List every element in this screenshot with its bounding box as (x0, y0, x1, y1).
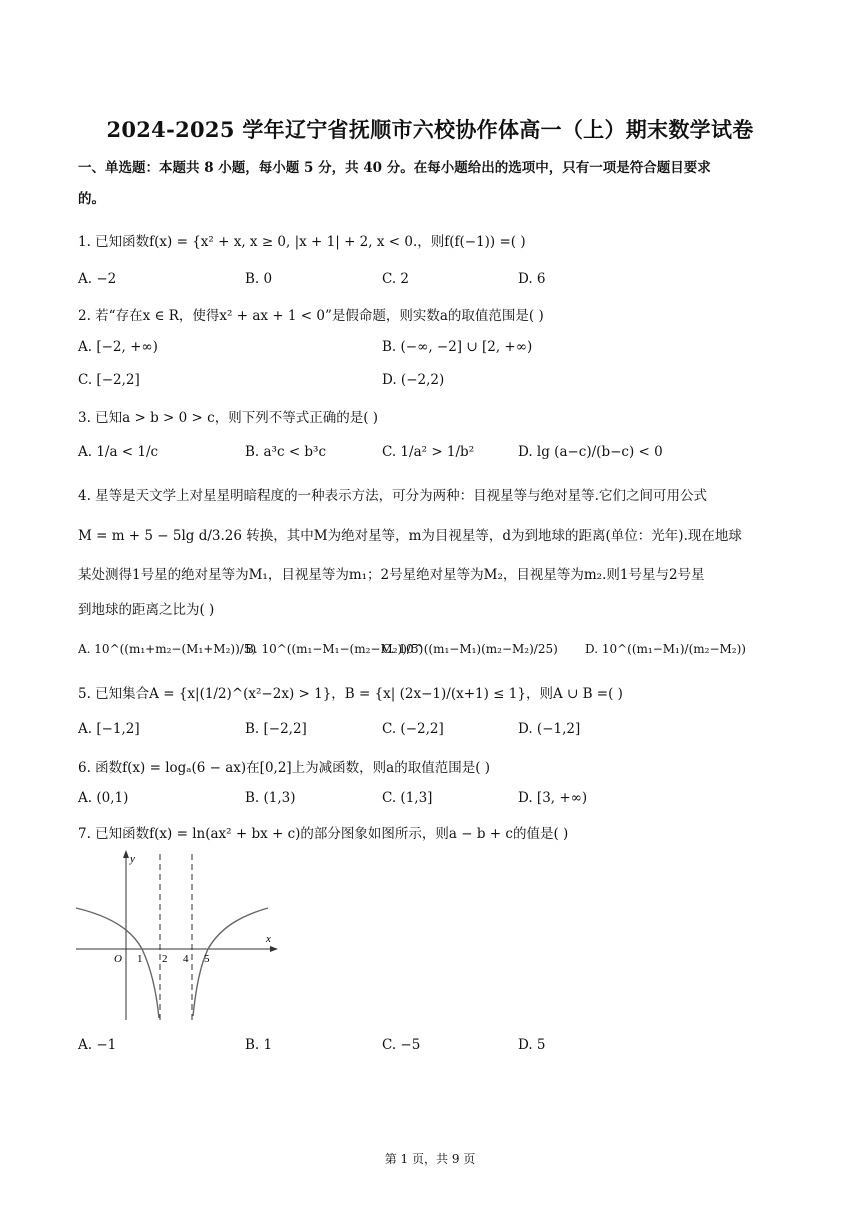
question-3-option-d: D. lg (a−c)/(b−c) < 0 (518, 444, 663, 460)
question-3-option-c: C. 1/a² > 1/b² (382, 444, 475, 460)
question-7-option-a: A. −1 (78, 1037, 117, 1053)
question-1-stem: 1. 已知函数f(x) = {x² + x, x ≥ 0, |x + 1| + 2, x < 0.，则f(f(−1)) =( ) (78, 234, 526, 250)
y-axis-arrow (123, 850, 129, 858)
question-6-option-d: D. [3, +∞) (518, 790, 588, 806)
tick-label-5: 5 (204, 953, 210, 965)
question-3-stem: 3. 已知a > b > 0 > c，则下列不等式正确的是( ) (78, 410, 379, 426)
y-axis-label: y (130, 853, 135, 865)
question-4-option-a: A. 10^((m₁+m₂−(M₁+M₂))/5) (78, 642, 257, 656)
question-4-option-c: C. 10^((m₁−M₁)(m₂−M₂)/25) (382, 642, 558, 656)
page-title: 2024-2025 学年辽宁省抚顺市六校协作体高一（上）期末数学试卷 (106, 117, 754, 142)
question-3-option-a: A. 1/a < 1/c (78, 444, 159, 460)
question-1-option-a: A. −2 (78, 271, 117, 287)
question-4-stem-line2: M = m + 5 − 5lg d/3.26 转换，其中M为绝对星等，m为目视星等，d为到地球的距离(单位：光年).现在地球 (78, 528, 742, 544)
x-axis-arrow (270, 946, 278, 952)
question-7-option-d: D. 5 (518, 1037, 546, 1053)
question-7-option-c: C. −5 (382, 1037, 421, 1053)
question-6-stem: 6. 函数f(x) = logₐ(6 − ax)在[0,2]上为减函数，则a的取值范围是( ) (78, 760, 491, 776)
x-axis-label: x (266, 933, 271, 945)
question-2-option-a: A. [−2, +∞) (78, 339, 158, 355)
question-5-option-c: C. (−2,2] (382, 721, 444, 737)
origin-label: O (114, 953, 122, 965)
question-5-option-d: D. (−1,2] (518, 721, 581, 737)
question-4-stem-line1: 4. 星等是天文学上对星星明暗程度的一种表示方法，可分为两种：目视星等与绝对星等.它们之间可用公式 (78, 488, 707, 504)
question-2-option-d: D. (−2,2) (382, 372, 445, 388)
question-1-option-b: B. 0 (245, 271, 273, 287)
question-5-option-a: A. [−1,2] (78, 721, 140, 737)
question-5-option-b: B. [−2,2] (245, 721, 307, 737)
section-heading-line2: 的。 (78, 191, 105, 207)
question-2-option-c: C. [−2,2] (78, 372, 140, 388)
question-4-option-b: B. 10^((m₁−M₁−(m₂−M₂))/5) (245, 642, 424, 656)
page-footer: 第 1 页，共 9 页 (384, 1152, 476, 1166)
question-6-option-b: B. (1,3) (245, 790, 296, 806)
question-4-stem-line3: 某处测得1号星的绝对星等为M₁，目视星等为m₁；2号星绝对星等为M₂，目视星等为m₂.则1号星与2号星 (78, 567, 705, 583)
section-heading-line1: 一、单选题：本题共 8 小题，每小题 5 分，共 40 分。在每小题给出的选项中，只有一项是符合题目要求 (78, 160, 711, 176)
tick-label-1: 1 (137, 953, 143, 965)
question-7-option-b: B. 1 (245, 1037, 273, 1053)
question-3-option-b: B. a³c < b³c (245, 444, 327, 460)
question-4-stem-line4: 到地球的距离之比为( ) (78, 602, 215, 618)
question-5-stem: 5. 已知集合A = {x|(1/2)^(x²−2x) > 1}，B = {x| (2x−1)/(x+1) ≤ 1}，则A ∪ B =( ) (78, 686, 623, 702)
question-7-stem: 7. 已知函数f(x) = ln(ax² + bx + c)的部分图象如图所示，则a − b + c的值是( ) (78, 826, 569, 842)
tick-label-4: 4 (183, 953, 189, 965)
question-1-option-d: D. 6 (518, 271, 546, 287)
question-4-option-d: D. 10^((m₁−M₁)/(m₂−M₂)) (585, 642, 746, 656)
question-2-stem: 2. 若“存在x ∈ R，使得x² + ax + 1 < 0”是假命题，则实数a的取值范围是( ) (78, 308, 544, 324)
question-6-option-a: A. (0,1) (78, 790, 129, 806)
question-6-option-c: C. (1,3] (382, 790, 433, 806)
question-2-option-b: B. (−∞, −2] ∪ [2, +∞) (382, 339, 533, 355)
tick-label-2: 2 (162, 953, 168, 965)
question-1-option-c: C. 2 (382, 271, 410, 287)
function-graph (70, 848, 280, 1028)
